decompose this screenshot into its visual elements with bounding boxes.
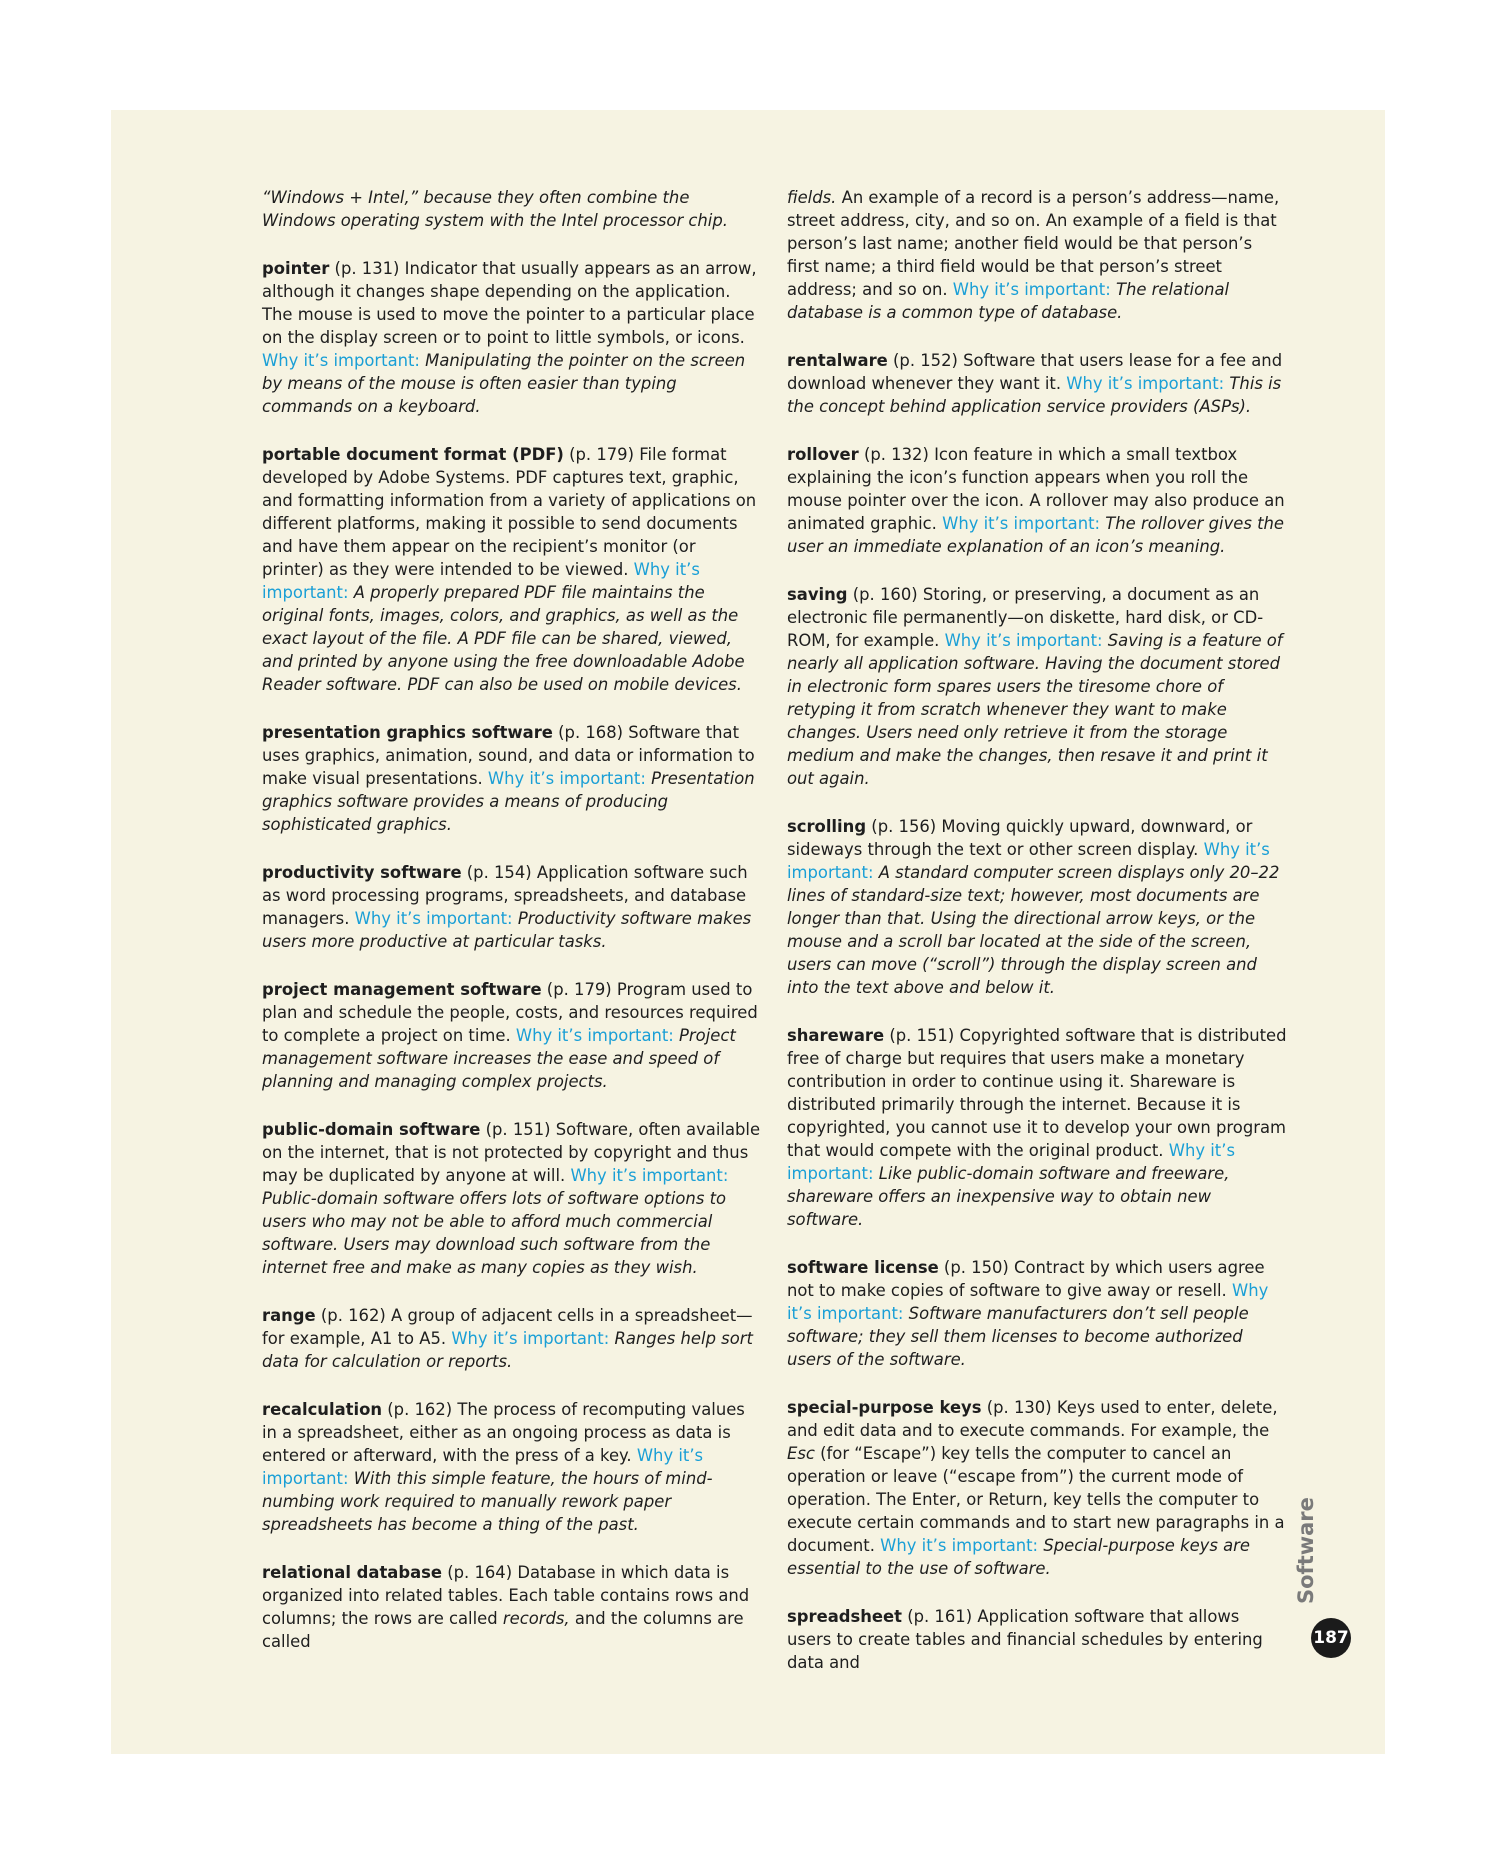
entry-definition: Application software such as word processing programs, spreadsheets, and database managers. — [262, 863, 748, 928]
entry-page-ref: (p. 162) — [387, 1400, 453, 1419]
entry-term: scrolling — [787, 817, 867, 836]
glossary-entry-relational-database — [262, 1561, 762, 1653]
entry-definition: Database in which data is organized into related tables. Each table contains rows and columns; the rows are called — [262, 1563, 750, 1628]
entry-importance: Ranges help sort data for calculation or reports. — [262, 1329, 753, 1371]
entry-definition: File format developed by Adobe Systems. PDF captures text, graphic, and formatting information from a variety of applications on different platforms, making it possible to send documents and have them appear on the recipient’s monitor (or printer) as they were intended to be viewed. — [262, 445, 757, 579]
glossary-entry-rollover — [787, 443, 1287, 558]
entry-page-ref: (p. 132) — [863, 445, 929, 464]
entry-italic-lead: fields. — [787, 188, 837, 207]
entry-importance: Presentation graphics software provides a means of producing sophisticated graphics. — [262, 769, 755, 834]
why-important-label: Why it’s important: — [952, 280, 1111, 299]
entry-page-ref: (p. 154) — [466, 863, 532, 882]
entry-definition: Indicator that usually appears as an arrow, although it changes shape depending on the application. The mouse is used to move the pointer to a particular place on the display screen or to point to little symbols, or icons. — [262, 259, 757, 347]
why-important-label: Why it’s important: — [787, 1141, 1235, 1183]
page-number-badge: 187 — [1311, 1618, 1351, 1658]
entry-term: public-domain software — [262, 1120, 481, 1139]
why-important-label: Why it’s important: — [880, 1536, 1039, 1555]
entry-importance: The relational database is a common type of database. — [787, 280, 1230, 322]
page-panel — [111, 110, 1385, 1754]
entry-definition: Software that users lease for a fee and download whenever they want it. — [787, 351, 1283, 393]
glossary-entry-special-purpose-keys — [787, 1396, 1287, 1580]
entry-page-ref: (p. 162) — [320, 1306, 386, 1325]
glossary-entry-spreadsheet — [787, 1605, 1287, 1674]
entry-importance: Software manufacturers don’t sell people software; they sell them licenses to become authorized users of the software. — [787, 1304, 1249, 1369]
why-important-label: Why it’s important: — [451, 1329, 610, 1348]
glossary-entry-shareware — [787, 1024, 1287, 1231]
glossary-entry-relational-database-cont — [787, 186, 1287, 324]
entry-page-ref: (p. 168) — [558, 723, 624, 742]
entry-term: software license — [787, 1258, 939, 1277]
entry-page-ref: (p. 152) — [893, 351, 958, 370]
glossary-entry-rentalware — [787, 349, 1287, 418]
entry-definition-italic: records, — [502, 1609, 570, 1628]
entry-definition-italic: Esc — [787, 1444, 815, 1463]
entry-term: project management software — [262, 980, 542, 999]
entry-term: range — [262, 1306, 316, 1325]
entry-page-ref: (p. 179) — [546, 980, 612, 999]
why-important-label: Why it’s important: — [354, 909, 513, 928]
glossary-entry-saving — [787, 583, 1287, 790]
entry-term: productivity software — [262, 863, 462, 882]
entry-page-ref: (p. 151) — [889, 1026, 955, 1045]
why-important-label: Why it’s important: — [487, 769, 646, 788]
entry-importance: The rollover gives the user an immediate explanation of an icon’s meaning. — [787, 514, 1285, 556]
entry-definition: Software that uses graphics, animation, sound, and data or information to make visual presentations. — [262, 723, 755, 788]
entry-definition: Contract by which users agree not to make copies of software to give away or resell. — [787, 1258, 1265, 1300]
entry-importance: Project management software increases the ease and speed of planning and managing complex projects. — [262, 1026, 736, 1091]
entry-importance: Saving is a feature of nearly all application software. Having the document stored in electronic form spares users the tiresome chore of retyping it from scratch whenever they want to make changes. Users need only retrieve it from the storage medium and make the changes, then resave it and print it out again. — [787, 631, 1283, 788]
entry-page-ref: (p. 130) — [986, 1398, 1052, 1417]
why-important-label: Why it’s important: — [262, 351, 420, 370]
entry-page-ref: (p. 151) — [485, 1120, 551, 1139]
entry-definition: Program used to plan and schedule the people, costs, and resources required to complete a project on time. — [262, 980, 758, 1045]
entry-term: saving — [787, 585, 848, 604]
glossary-entry-continuation — [262, 186, 762, 232]
entry-page-ref: (p. 160) — [852, 585, 918, 604]
why-important-label: Why it’s important: — [1066, 374, 1225, 393]
section-side-label: Software — [1294, 1497, 1318, 1604]
entry-italic-lead: “Windows + Intel,” because they often combine the Windows operating system with the Intel processor chip. — [262, 188, 728, 230]
glossary-entry-productivity-software — [262, 861, 762, 953]
glossary-entry-scrolling — [787, 815, 1287, 999]
why-important-label: Why it’s important: — [944, 631, 1103, 650]
why-important-label: Why it’s important: — [787, 840, 1270, 882]
entry-definition: Storing, or preserving, a document as an electronic file permanently—on diskette, hard disk, or CD-ROM, for example. — [787, 585, 1264, 650]
entry-term: rentalware — [787, 351, 888, 370]
entry-definition-tail: and the columns are called — [262, 1609, 744, 1651]
why-important-label: Why it’s important: — [787, 1281, 1269, 1323]
glossary-entry-project-management — [262, 978, 762, 1093]
entry-importance: Productivity software makes users more productive at particular tasks. — [262, 909, 752, 951]
entry-page-ref: (p. 164) — [447, 1563, 513, 1582]
entry-importance: A properly prepared PDF file maintains the original fonts, images, colors, and graphics, as well as the exact layout of the file. A PDF file can be shared, viewed, and printed by anyone using the free downloadable Adobe Reader software. PDF can also be used on mobile devices. — [262, 583, 745, 694]
glossary-entry-range — [262, 1304, 762, 1373]
glossary-entry-public-domain — [262, 1118, 762, 1279]
why-important-label: Why it’s important: — [262, 560, 700, 602]
entry-definition: Icon feature in which a small textbox explaining the icon’s function appears when you roll the mouse pointer over the icon. A rollover may also produce an animated graphic. — [787, 445, 1285, 533]
entry-term: pointer — [262, 259, 330, 278]
entry-page-ref: (p. 156) — [871, 817, 937, 836]
entry-term: rollover — [787, 445, 859, 464]
entry-term: recalculation — [262, 1400, 383, 1419]
entry-page-ref: (p. 179) — [569, 445, 635, 464]
entry-definition: Application software that allows users to create tables and financial schedules by entering data and — [787, 1607, 1263, 1672]
entry-term: relational database — [262, 1563, 443, 1582]
entry-importance: Public-domain software offers lots of software options to users who may not be able to afford much commercial software. Users may download such software from the internet free and make as many copies as they wish. — [262, 1189, 727, 1277]
entry-term: portable document format (PDF) — [262, 445, 564, 464]
why-important-label: Why it’s important: — [262, 1446, 704, 1488]
entry-page-ref: (p. 131) — [334, 259, 400, 278]
glossary-entry-recalculation — [262, 1398, 762, 1536]
entry-definition-tail: (for “Escape”) key tells the computer to cancel an operation or leave (“escape from”) the current mode of operation. The Enter, or Return, key tells the computer to execute certain commands and to start new paragraphs in a document. — [787, 1444, 1285, 1555]
why-important-label: Why it’s important: — [570, 1166, 729, 1185]
left-column — [262, 186, 762, 1678]
entry-definition: Software, often available on the internet, that is not protected by copyright and thus may be duplicated by anyone at will. — [262, 1120, 761, 1185]
entry-term: presentation graphics software — [262, 723, 553, 742]
entry-definition: A group of adjacent cells in a spreadsheet—for example, A1 to A5. — [262, 1306, 753, 1348]
entry-definition: The process of recomputing values in a spreadsheet, either as an ongoing process as data is entered or afterward, with the press of a key. — [262, 1400, 745, 1465]
right-column — [787, 186, 1287, 1699]
entry-page-ref: (p. 150) — [943, 1258, 1009, 1277]
why-important-label: Why it’s important: — [942, 514, 1101, 533]
entry-definition: An example of a record is a person’s address—name, street address, city, and so on. An example of a field is that person’s last name; another field would be that person’s first name; a third field would be that person’s street address; and so on. — [787, 188, 1280, 299]
glossary-entry-presentation-graphics — [262, 721, 762, 836]
glossary-entry-pdf — [262, 443, 762, 696]
entry-importance: A standard computer screen displays only 20–22 lines of standard-size text; however, most documents are longer than that. Using the directional arrow keys, or the mouse and a scroll bar located at the side of the screen, users can move (“scroll”) through the display screen and into the text above and below it. — [787, 863, 1280, 997]
entry-term: special-purpose keys — [787, 1398, 982, 1417]
entry-page-ref: (p. 161) — [907, 1607, 973, 1626]
entry-importance: Like public-domain software and freeware, shareware offers an inexpensive way to obtain new software. — [787, 1164, 1230, 1229]
entry-definition: Copyrighted software that is distributed free of charge but requires that users make a monetary contribution in order to continue using it. Shareware is distributed primarily through the internet. Because it is copyrighted, you cannot use it to develop your own program that would compete with the original product. — [787, 1026, 1287, 1160]
entry-definition: Moving quickly upward, downward, or sideways through the text or other screen display. — [787, 817, 1253, 859]
entry-importance: Special-purpose keys are essential to the use of software. — [787, 1536, 1250, 1578]
entry-importance: Manipulating the pointer on the screen by means of the mouse is often easier than typing commands on a keyboard. — [262, 351, 746, 416]
entry-importance: With this simple feature, the hours of mind-numbing work required to manually rework paper spreadsheets has become a thing of the past. — [262, 1469, 713, 1534]
entry-definition: Keys used to enter, delete, and edit data and to execute commands. For example, the — [787, 1398, 1278, 1440]
entry-term: shareware — [787, 1026, 885, 1045]
entry-importance: This is the concept behind application service providers (ASPs). — [787, 374, 1282, 416]
entry-term: spreadsheet — [787, 1607, 902, 1626]
why-important-label: Why it’s important: — [515, 1026, 674, 1045]
glossary-entry-software-license — [787, 1256, 1287, 1371]
glossary-entry-pointer — [262, 257, 762, 418]
